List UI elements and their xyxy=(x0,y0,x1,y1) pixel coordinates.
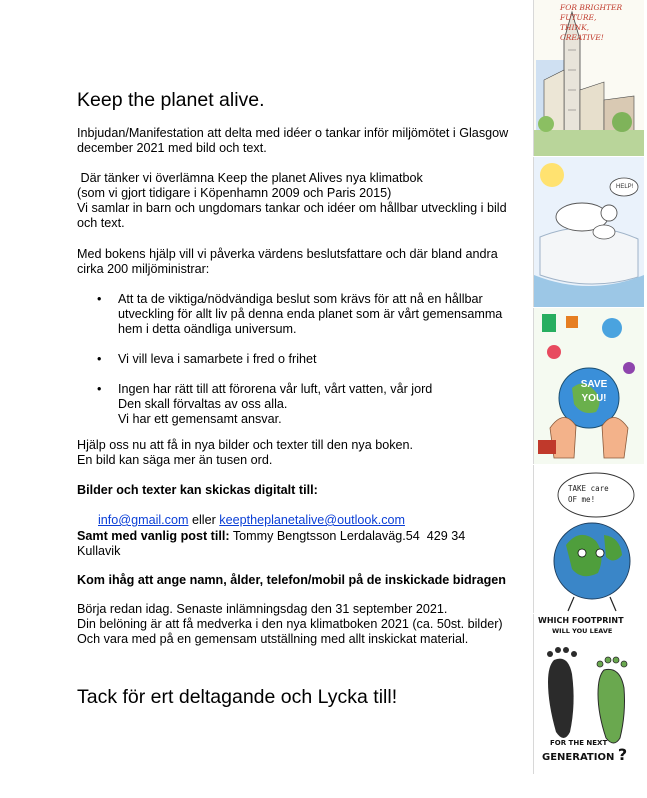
art-caption: WHICH FOOTPRINT xyxy=(538,616,624,625)
bullet-icon: • xyxy=(97,382,102,396)
digital-heading: Bilder och texter kan skickas digitalt till: xyxy=(77,483,318,497)
intro-line: december 2021 med bild och text. xyxy=(77,141,267,155)
artwork-earth-hands xyxy=(533,308,644,464)
list-item xyxy=(77,292,502,337)
deadline-paragraph xyxy=(77,602,503,647)
art-speech: HELP! xyxy=(616,184,634,190)
reminder-text: Kom ihåg att ange namn, ålder, telefon/mobil på de inskickade bidragen xyxy=(77,573,506,587)
artwork-earth-character xyxy=(533,465,644,613)
book-line: (som vi gjort tidigare i Köpenhamn 2009 och Paris 2015) xyxy=(77,186,392,200)
list-item xyxy=(77,382,502,427)
influence-paragraph xyxy=(77,247,498,277)
email-connector: eller xyxy=(188,513,220,527)
art-caption: SAVE xyxy=(580,379,608,390)
influence-line: Med bokens hjälp vill vi påverka värdens beslutsfattare och där bland andra xyxy=(77,247,498,261)
list-item-line: Den skall förvaltas av oss alla. xyxy=(118,397,288,411)
list-item xyxy=(77,352,502,367)
influence-line: cirka 200 miljöministrar: xyxy=(77,262,210,276)
art-caption-mark: ? xyxy=(617,745,628,764)
art-caption: THINK, xyxy=(560,23,590,32)
artwork-footprint xyxy=(533,614,644,774)
book-line: Vi samlar in barn och ungdomars tankar och idéer om hållbar utveckling i bild xyxy=(77,201,507,215)
list-item-line: utveckling för allt liv på denna enda planet som är vårt gemensamma xyxy=(118,307,503,321)
bullet-icon: • xyxy=(97,352,102,366)
deadline-line: Börja redan idag. Senaste inlämningsdag den 31 september 2021. xyxy=(77,602,448,616)
intro-paragraph xyxy=(77,126,508,156)
book-line: och text. xyxy=(77,216,125,230)
list-item-line: Vi har ett gemensamt ansvar. xyxy=(118,412,282,426)
intro-line: Inbjudan/Manifestation att delta med idéer o tankar inför miljömötet i Glasgow xyxy=(77,126,509,140)
book-paragraph xyxy=(77,171,507,231)
art-caption: OF me! xyxy=(568,495,596,504)
art-caption: YOU! xyxy=(581,393,607,404)
artwork-polar-bear xyxy=(533,157,644,307)
help-line: Hjälp oss nu att få in nya bilder och texter till den nya boken. xyxy=(77,438,414,452)
deadline-line: Din belöning är att få medverka i den nya klimatboken 2021 (ca. 50st. bilder) xyxy=(77,617,503,631)
list-item-line: Att ta de viktiga/nödvändiga beslut som krävs för att nå en hållbar xyxy=(118,292,483,306)
art-caption: FOR THE NEXT xyxy=(550,739,608,747)
post-city: Kullavik xyxy=(77,544,121,558)
list-item-line: Ingen har rätt till att förorena vår luft, vårt vatten, vår jord xyxy=(118,382,433,396)
art-caption: TAKE care xyxy=(568,484,609,493)
art-caption xyxy=(542,745,628,765)
post-contact xyxy=(77,529,465,559)
help-paragraph xyxy=(77,438,413,468)
email-link-info[interactable]: info@gmail.com xyxy=(98,513,189,527)
art-caption: CREATIVE! xyxy=(560,33,604,42)
email-link-outlook[interactable]: keeptheplanetalive@outlook.com xyxy=(219,513,405,527)
bullet-icon: • xyxy=(97,292,102,306)
list-item-line: hem i detta oändliga universum. xyxy=(118,322,297,336)
list-item-line: Vi vill leva i samarbete i fred o frihet xyxy=(118,352,317,366)
book-line: Där tänker vi överlämna Keep the planet Alives nya klimatbok xyxy=(77,171,423,185)
page-title: Keep the planet alive. xyxy=(77,89,265,111)
help-line: En bild kan säga mer än tusen ord. xyxy=(77,453,273,467)
goals-list xyxy=(77,292,502,427)
art-caption: FOR BRIGHTER FUTURE, xyxy=(560,3,623,22)
art-caption: WILL YOU LEAVE xyxy=(552,627,613,635)
artwork-castle xyxy=(533,0,644,156)
deadline-line: Och vara med på en gemensam utställning med allt inskickat material. xyxy=(77,632,469,646)
post-address: Tommy Bengtsson Lerdalaväg.54 429 34 xyxy=(229,529,466,543)
post-label: Samt med vanlig post till: xyxy=(77,529,230,543)
closing-text: Tack för ert deltagande och Lycka till! xyxy=(77,686,398,708)
art-caption-word: GENERATION xyxy=(542,752,615,763)
polar-bear-drawing-icon xyxy=(534,157,644,307)
